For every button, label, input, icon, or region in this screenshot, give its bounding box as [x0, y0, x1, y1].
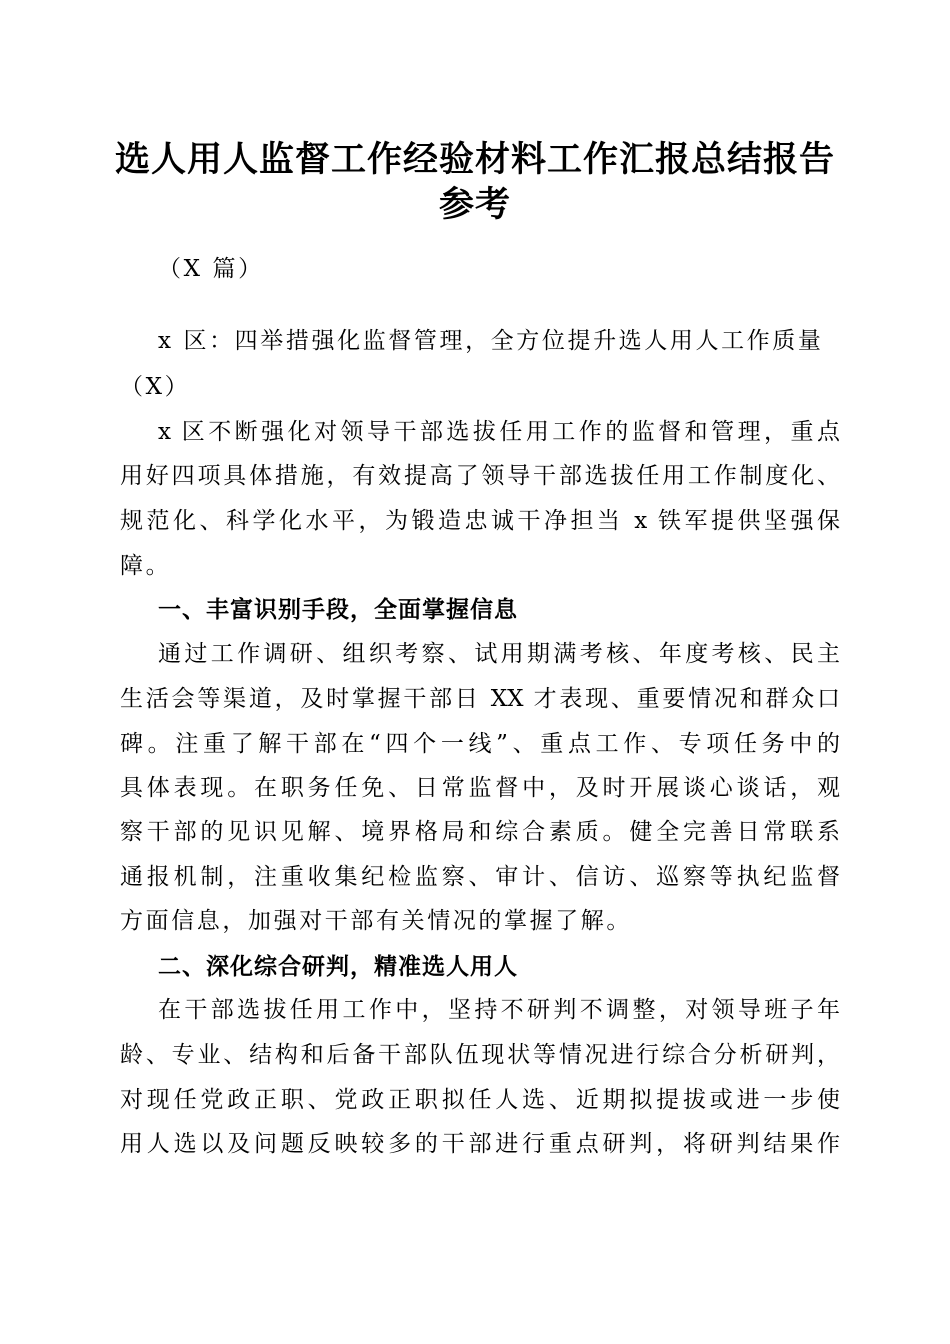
intro-line-1: x 区不断强化对领导干部选拔任用工作的监督和管理，重点	[158, 419, 840, 445]
section-1-line-4: 具体表现。在职务任免、日常监督中，及时开展谈心谈话，观	[120, 775, 840, 801]
subtitle-line-2: （X）	[120, 374, 191, 400]
subtitle-line-1: x 区：四举措强化监督管理，全方位提升选人用人工作质量	[158, 328, 824, 354]
section-1-line-1: 通过工作调研、组织考察、试用期满考核、年度考核、民主	[158, 641, 840, 667]
section-1-line-7: 方面信息，加强对干部有关情况的掌握了解。	[120, 908, 632, 934]
section-2-line-3: 对现任党政正职、党政正职拟任人选、近期拟提拔或进一步使	[120, 1087, 840, 1113]
section-2-heading: 二、深化综合研判，精准选人用人	[158, 954, 518, 980]
section-2-line-1: 在干部选拔任用工作中，坚持不研判不调整，对领导班子年	[158, 997, 840, 1023]
section-1-line-5: 察干部的见识见解、境界格局和综合素质。健全完善日常联系	[120, 819, 840, 845]
series-note: （X 篇）	[158, 256, 264, 282]
intro-line-3: 规范化、科学化水平，为锻造忠诚干净担当 x 铁军提供坚强保	[120, 508, 840, 534]
section-1-line-2: 生活会等渠道，及时掌握干部日 XX 才表现、重要情况和群众口	[120, 686, 840, 712]
section-1-heading: 一、丰富识别手段，全面掌握信息	[158, 597, 518, 623]
intro-line-2: 用好四项具体措施，有效提高了领导干部选拔任用工作制度化、	[120, 463, 840, 489]
document-title-line-1: 选人用人监督工作经验材料工作汇报总结报告	[114, 139, 835, 180]
section-2-line-2: 龄、专业、结构和后备干部队伍现状等情况进行综合分析研判，	[120, 1042, 840, 1068]
intro-line-4: 障。	[120, 553, 172, 579]
section-1-line-3: 碑。注重了解干部在“四个一线”、重点工作、专项任务中的	[120, 731, 840, 757]
section-1-line-6: 通报机制，注重收集纪检监察、审计、信访、巡察等执纪监督	[120, 864, 840, 890]
document-title-line-2: 参考	[438, 184, 511, 225]
section-2-line-4: 用人选以及问题反映较多的干部进行重点研判，将研判结果作	[120, 1131, 840, 1157]
